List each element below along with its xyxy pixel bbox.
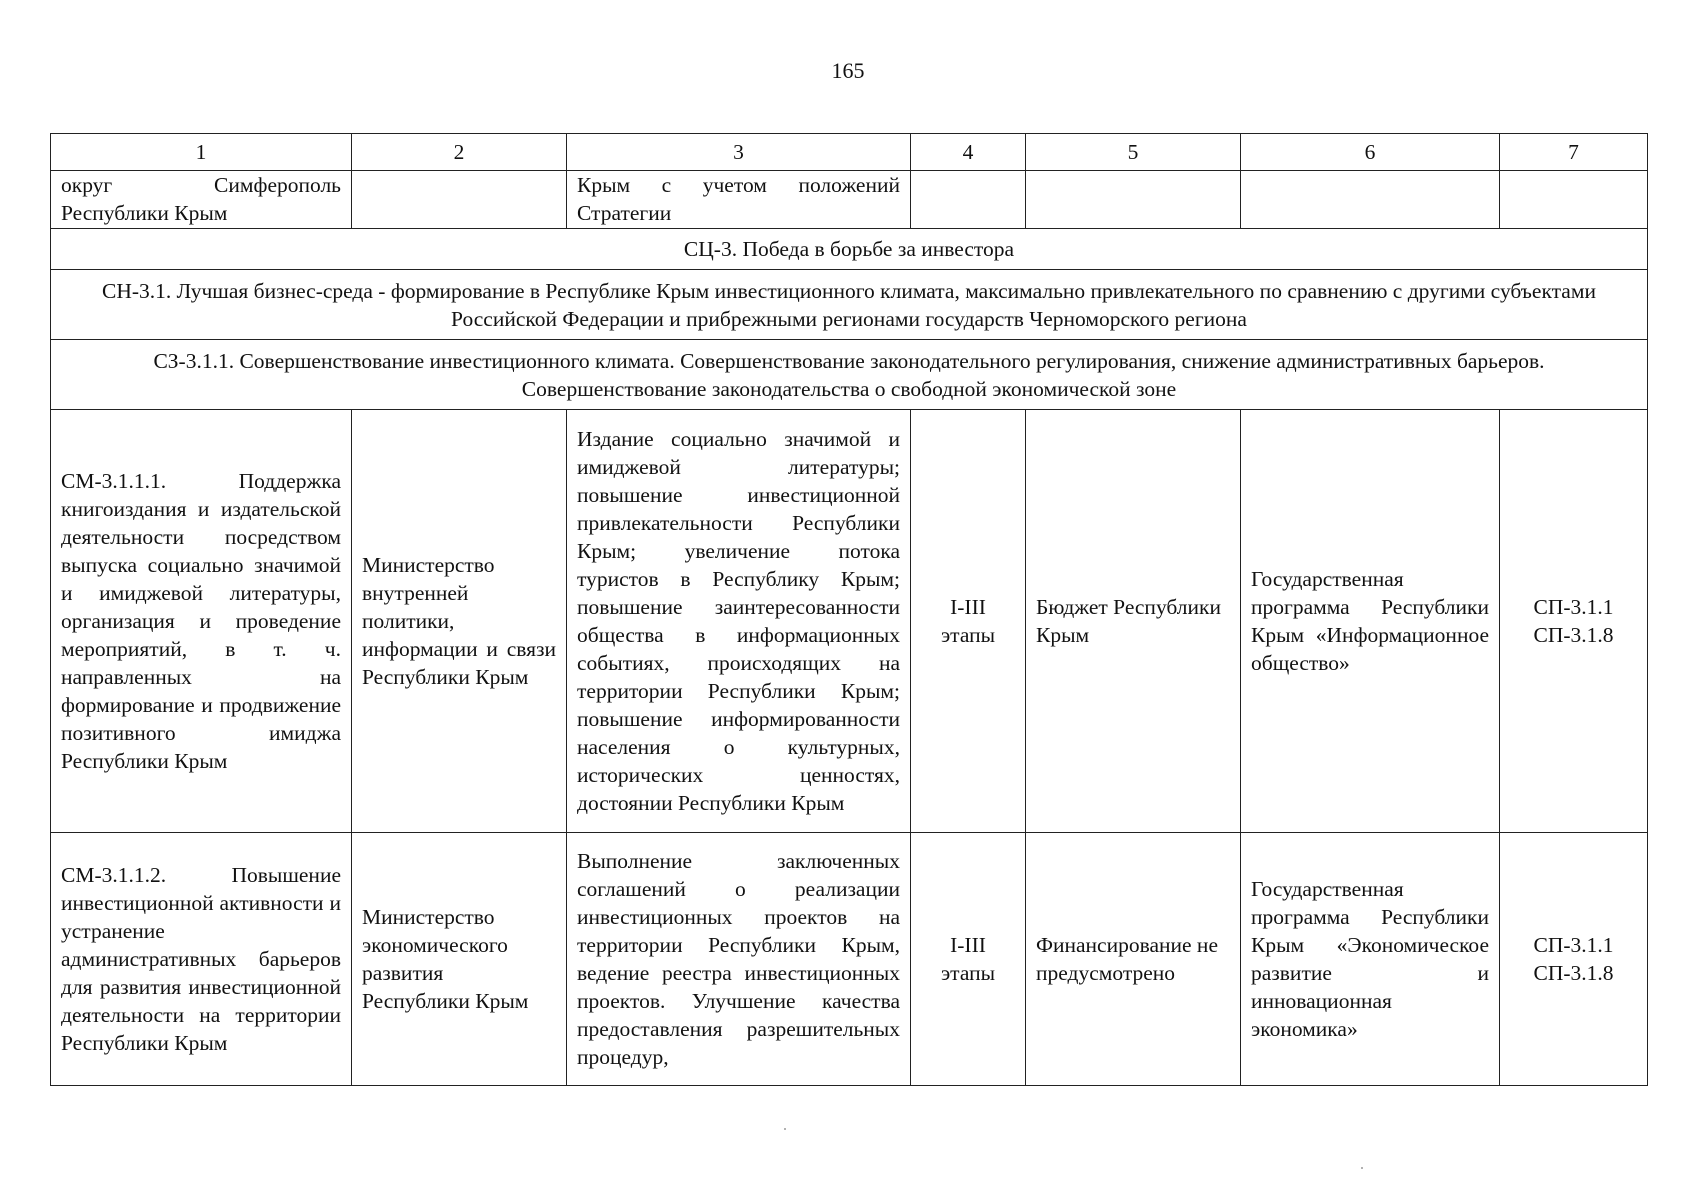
column-number: 6 xyxy=(1241,134,1500,171)
cell-links: СП-3.1.1 СП-3.1.8 xyxy=(1500,410,1648,833)
column-number: 2 xyxy=(352,134,567,171)
column-number: 1 xyxy=(51,134,352,171)
cell-program: Государственная программа Республики Крым «Экономическое развитие и инновационная экономика» xyxy=(1241,833,1500,1086)
cell-stages xyxy=(911,171,1026,229)
task-header-row xyxy=(51,340,1648,410)
cell-measure: округ Симферополь Республики Крым xyxy=(51,171,352,229)
cell-funding xyxy=(1026,171,1241,229)
cell-executor: Министерство внутренней политики, информации и связи Республики Крым xyxy=(352,410,567,833)
table-row xyxy=(51,410,1648,833)
cell-result: Крым с учетом положений Стратегии xyxy=(567,171,911,229)
column-number: 4 xyxy=(911,134,1026,171)
cell-measure: СМ-3.1.1.2. Повышение инвестиционной активности и устранение административных барьеров для развития инвестиционной деятельности на территории Республики Крым xyxy=(51,833,352,1086)
cell-funding: Финансирование не предусмотрено xyxy=(1026,833,1241,1086)
column-number: 7 xyxy=(1500,134,1648,171)
cell-executor: Министерство экономического развития Республики Крым xyxy=(352,833,567,1086)
scan-speck xyxy=(784,1128,786,1130)
table-row xyxy=(51,833,1648,1086)
cell-executor xyxy=(352,171,567,229)
cell-funding: Бюджет Республики Крым xyxy=(1026,410,1241,833)
cell-result: Издание социально значимой и имиджевой литературы; повышение инвестиционной привлекательности Республики Крым; увеличение потока туристов в Республику Крым; повышение заинтересованности общества в информационных событиях, происходящих на территории Республики Крым; повышение информированности населения о культурных, исторических ценностях, достоянии Республики Крым xyxy=(567,410,911,833)
continuation-row xyxy=(51,171,1648,229)
cell-links xyxy=(1500,171,1648,229)
direction-header-row xyxy=(51,270,1648,340)
cell-links: СП-3.1.1 СП-3.1.8 xyxy=(1500,833,1648,1086)
goal-header-row xyxy=(51,229,1648,270)
cell-measure: СМ-3.1.1.1. Поддержка книгоиздания и издательской деятельности посредством выпуска социально значимой и имиджевой литературы, организация и проведение мероприятий, в т. ч. направленных на формирование и продвижение позитивного имиджа Республики Крым xyxy=(51,410,352,833)
goal-header: СЦ-3. Победа в борьбе за инвестора xyxy=(51,229,1648,270)
scan-speck xyxy=(1361,1167,1363,1169)
direction-header: СН-3.1. Лучшая бизнес-среда - формирование в Республике Крым инвестиционного климата, максимально привлекательного по сравнению с другими субъектами Российской Федерации и прибрежными регионами государств Черноморского региона xyxy=(51,270,1648,340)
column-number-row xyxy=(51,134,1648,171)
column-number: 5 xyxy=(1026,134,1241,171)
column-number: 3 xyxy=(567,134,911,171)
page-number: 165 xyxy=(831,58,865,83)
cell-program xyxy=(1241,171,1500,229)
cell-program: Государственная программа Республики Крым «Информационное общество» xyxy=(1241,410,1500,833)
cell-stages: I-III этапы xyxy=(911,833,1026,1086)
strategy-measures-table xyxy=(50,133,1648,1086)
cell-stages: I-III этапы xyxy=(911,410,1026,833)
task-header: СЗ-3.1.1. Совершенствование инвестиционного климата. Совершенствование законодательного регулирования, снижение административных барьеров. Совершенствование законодательства о свободной экономической зоне xyxy=(51,340,1648,410)
cell-result: Выполнение заключенных соглашений о реализации инвестиционных проектов на территории Республики Крым, ведение реестра инвестиционных проектов. Улучшение качества предоставления разрешительных процедур, xyxy=(567,833,911,1086)
